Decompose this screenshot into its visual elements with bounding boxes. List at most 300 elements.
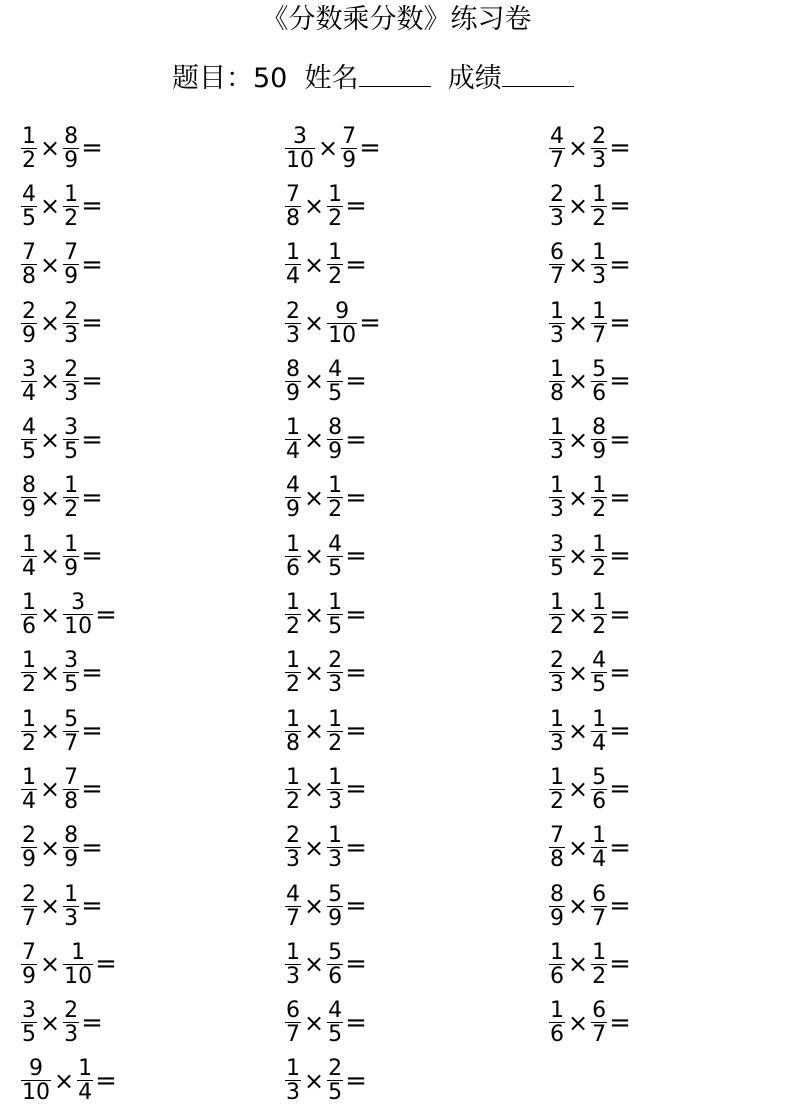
second-fraction	[63, 125, 79, 172]
first-fraction	[549, 125, 565, 172]
first-numerator: 8	[286, 356, 300, 382]
equals-sign: =	[81, 308, 103, 339]
first-denominator: 6	[286, 555, 300, 581]
second-denominator: 5	[64, 439, 79, 465]
first-denominator: 5	[22, 205, 36, 231]
equals-sign: =	[81, 249, 103, 280]
equals-sign: =	[345, 657, 367, 688]
problem-item	[548, 352, 793, 410]
second-numerator: 5	[592, 764, 607, 790]
first-fraction	[21, 474, 37, 521]
first-fraction	[285, 1057, 301, 1104]
equals-sign: =	[81, 366, 103, 397]
first-denominator: 6	[550, 1022, 564, 1048]
second-numerator: 1	[592, 531, 607, 557]
second-denominator: 2	[328, 730, 343, 756]
second-fraction	[591, 416, 607, 463]
problem-item	[20, 352, 280, 410]
problem-item	[20, 527, 280, 585]
problem-item	[284, 644, 544, 702]
second-fraction	[341, 125, 357, 172]
second-fraction	[591, 474, 607, 521]
second-fraction	[327, 300, 357, 347]
first-denominator: 9	[22, 322, 36, 348]
times-sign: ×	[304, 250, 325, 279]
times-sign: ×	[304, 483, 325, 512]
problem-item	[20, 702, 280, 760]
problem-item	[20, 294, 280, 352]
second-numerator: 3	[64, 648, 79, 674]
first-fraction	[549, 766, 565, 813]
name-blank[interactable]	[359, 58, 431, 87]
times-sign: ×	[304, 1066, 325, 1095]
second-fraction	[63, 533, 79, 580]
second-numerator: 6	[592, 998, 607, 1024]
first-denominator: 4	[22, 555, 36, 581]
equals-sign: =	[609, 424, 631, 455]
first-denominator: 3	[286, 1080, 300, 1106]
second-fraction	[327, 591, 343, 638]
problem-item	[548, 294, 793, 352]
second-numerator: 3	[71, 590, 86, 616]
second-denominator: 7	[64, 730, 79, 756]
first-fraction	[21, 125, 37, 172]
problem-item	[284, 294, 544, 352]
problem-item	[20, 819, 280, 877]
equals-sign: =	[609, 133, 631, 164]
first-fraction	[285, 649, 301, 696]
times-sign: ×	[304, 775, 325, 804]
first-fraction	[549, 941, 565, 988]
second-denominator: 4	[78, 1080, 93, 1106]
second-denominator: 9	[64, 147, 79, 173]
first-denominator: 2	[550, 614, 564, 640]
first-numerator: 4	[22, 181, 36, 207]
equals-sign: =	[81, 541, 103, 572]
second-numerator: 2	[64, 298, 79, 324]
first-numerator: 7	[550, 823, 564, 849]
first-numerator: 4	[286, 473, 300, 499]
equals-sign: =	[359, 133, 381, 164]
times-sign: ×	[40, 833, 61, 862]
second-fraction	[327, 358, 343, 405]
first-numerator: 1	[286, 1056, 300, 1082]
first-numerator: 1	[550, 590, 564, 616]
first-fraction	[285, 941, 301, 988]
first-fraction	[285, 241, 301, 288]
problem-item	[284, 527, 544, 585]
second-numerator: 2	[328, 1056, 343, 1082]
first-fraction	[285, 591, 301, 638]
second-denominator: 6	[328, 963, 343, 989]
equals-sign: =	[345, 716, 367, 747]
first-numerator: 7	[22, 939, 36, 965]
second-denominator: 2	[592, 963, 607, 989]
first-denominator: 3	[550, 322, 564, 348]
problem-item	[284, 585, 544, 643]
times-sign: ×	[304, 367, 325, 396]
second-denominator: 3	[592, 147, 607, 173]
equals-sign: =	[609, 832, 631, 863]
first-denominator: 6	[22, 614, 36, 640]
second-fraction	[591, 999, 607, 1046]
first-denominator: 2	[550, 788, 564, 814]
second-numerator: 6	[592, 881, 607, 907]
problem-item	[20, 119, 280, 177]
first-numerator: 1	[286, 531, 300, 557]
first-numerator: 1	[550, 473, 564, 499]
problem-item	[548, 236, 793, 294]
first-fraction	[549, 183, 565, 230]
times-sign: ×	[304, 717, 325, 746]
first-numerator: 8	[550, 881, 564, 907]
equals-sign: =	[95, 1065, 117, 1096]
first-numerator: 1	[550, 764, 564, 790]
times-sign: ×	[40, 483, 61, 512]
first-numerator: 2	[22, 823, 36, 849]
equals-sign: =	[81, 774, 103, 805]
first-numerator: 1	[550, 998, 564, 1024]
times-sign: ×	[568, 250, 589, 279]
second-fraction	[63, 941, 93, 988]
first-numerator: 6	[550, 240, 564, 266]
first-numerator: 1	[286, 706, 300, 732]
second-fraction	[77, 1057, 93, 1104]
times-sign: ×	[304, 192, 325, 221]
first-numerator: 2	[22, 298, 36, 324]
second-fraction	[63, 649, 79, 696]
first-fraction	[21, 1057, 51, 1104]
first-denominator: 2	[286, 672, 300, 698]
equals-sign: =	[609, 599, 631, 630]
first-denominator: 3	[286, 322, 300, 348]
second-fraction	[591, 883, 607, 930]
first-numerator: 4	[286, 881, 300, 907]
times-sign: ×	[40, 192, 61, 221]
first-denominator: 4	[286, 439, 300, 465]
times-sign: ×	[40, 658, 61, 687]
first-denominator: 3	[550, 730, 564, 756]
second-numerator: 5	[328, 939, 343, 965]
times-sign: ×	[568, 1008, 589, 1037]
first-fraction	[21, 999, 37, 1046]
second-denominator: 5	[64, 672, 79, 698]
second-fraction	[591, 708, 607, 755]
first-fraction	[549, 416, 565, 463]
first-fraction	[549, 591, 565, 638]
problem-item	[20, 1052, 280, 1110]
second-numerator: 2	[64, 356, 79, 382]
times-sign: ×	[304, 309, 325, 338]
times-sign: ×	[568, 309, 589, 338]
second-numerator: 1	[592, 823, 607, 849]
first-numerator: 1	[286, 939, 300, 965]
first-numerator: 1	[22, 648, 36, 674]
second-numerator: 7	[64, 764, 79, 790]
equals-sign: =	[81, 657, 103, 688]
first-denominator: 8	[286, 730, 300, 756]
second-denominator: 9	[328, 905, 343, 931]
equals-sign: =	[345, 541, 367, 572]
equals-sign: =	[345, 424, 367, 455]
first-numerator: 3	[550, 531, 564, 557]
second-numerator: 1	[592, 473, 607, 499]
problem-item	[20, 760, 280, 818]
first-numerator: 2	[550, 648, 564, 674]
problem-item	[548, 760, 793, 818]
second-denominator: 3	[328, 847, 343, 873]
first-denominator: 2	[22, 672, 36, 698]
times-sign: ×	[40, 542, 61, 571]
first-fraction	[21, 591, 37, 638]
first-numerator: 2	[550, 181, 564, 207]
second-fraction	[591, 358, 607, 405]
first-numerator: 1	[286, 648, 300, 674]
problem-item	[548, 527, 793, 585]
equals-sign: =	[81, 832, 103, 863]
first-fraction	[21, 358, 37, 405]
second-numerator: 1	[592, 298, 607, 324]
equals-sign: =	[345, 599, 367, 630]
times-sign: ×	[304, 950, 325, 979]
second-denominator: 3	[64, 380, 79, 406]
times-sign: ×	[54, 1066, 75, 1095]
first-denominator: 6	[550, 963, 564, 989]
first-numerator: 1	[550, 706, 564, 732]
equals-sign: =	[609, 191, 631, 222]
equals-sign: =	[345, 832, 367, 863]
problem-item	[284, 410, 544, 468]
second-denominator: 3	[64, 322, 79, 348]
second-fraction	[63, 300, 79, 347]
equals-sign: =	[609, 774, 631, 805]
first-fraction	[285, 766, 301, 813]
first-denominator: 8	[22, 264, 36, 290]
second-denominator: 9	[64, 847, 79, 873]
first-fraction	[549, 649, 565, 696]
times-sign: ×	[318, 134, 339, 163]
first-denominator: 9	[22, 847, 36, 873]
first-fraction	[549, 241, 565, 288]
problem-item	[284, 236, 544, 294]
problem-item	[548, 819, 793, 877]
first-fraction	[549, 999, 565, 1046]
equals-sign: =	[345, 482, 367, 513]
second-denominator: 6	[592, 380, 607, 406]
first-denominator: 5	[550, 555, 564, 581]
second-numerator: 9	[335, 298, 350, 324]
first-denominator: 7	[550, 147, 564, 173]
second-numerator: 7	[342, 123, 357, 149]
second-fraction	[327, 183, 343, 230]
first-fraction	[285, 474, 301, 521]
second-fraction	[591, 591, 607, 638]
times-sign: ×	[568, 717, 589, 746]
problem-item	[548, 177, 793, 235]
problem-item	[548, 410, 793, 468]
second-denominator: 2	[328, 497, 343, 523]
second-fraction	[327, 241, 343, 288]
equals-sign: =	[345, 1065, 367, 1096]
second-numerator: 1	[64, 531, 79, 557]
equals-sign: =	[609, 366, 631, 397]
second-numerator: 1	[592, 590, 607, 616]
second-numerator: 1	[592, 240, 607, 266]
first-fraction	[285, 999, 301, 1046]
times-sign: ×	[40, 950, 61, 979]
second-numerator: 8	[592, 415, 607, 441]
second-denominator: 7	[592, 1022, 607, 1048]
problem-item	[20, 993, 280, 1051]
first-denominator: 9	[286, 497, 300, 523]
second-numerator: 1	[78, 1056, 93, 1082]
problem-item	[284, 119, 544, 177]
second-denominator: 2	[64, 497, 79, 523]
worksheet-title: 《分数乘分数》练习卷	[261, 4, 532, 35]
problem-item	[20, 469, 280, 527]
problem-item	[548, 644, 793, 702]
first-denominator: 10	[22, 1080, 50, 1106]
second-numerator: 4	[592, 648, 607, 674]
first-denominator: 2	[286, 614, 300, 640]
first-fraction	[285, 883, 301, 930]
second-fraction	[591, 941, 607, 988]
first-numerator: 1	[22, 764, 36, 790]
first-numerator: 8	[22, 473, 36, 499]
first-fraction	[285, 533, 301, 580]
equals-sign: =	[81, 133, 103, 164]
first-numerator: 7	[22, 240, 36, 266]
second-numerator: 1	[592, 939, 607, 965]
problem-item	[284, 760, 544, 818]
second-numerator: 4	[328, 531, 343, 557]
problem-item	[20, 935, 280, 993]
times-sign: ×	[304, 658, 325, 687]
equals-sign: =	[81, 424, 103, 455]
times-sign: ×	[304, 833, 325, 862]
times-sign: ×	[40, 367, 61, 396]
first-numerator: 1	[286, 415, 300, 441]
second-numerator: 4	[328, 998, 343, 1024]
second-denominator: 10	[64, 963, 93, 989]
problem-item	[20, 585, 280, 643]
second-denominator: 2	[592, 614, 607, 640]
second-numerator: 1	[328, 764, 343, 790]
first-denominator: 4	[22, 788, 36, 814]
equals-sign: =	[609, 657, 631, 688]
second-denominator: 5	[328, 555, 343, 581]
first-fraction	[21, 708, 37, 755]
second-numerator: 1	[64, 181, 79, 207]
second-fraction	[327, 1057, 343, 1104]
equals-sign: =	[81, 1007, 103, 1038]
equals-sign: =	[609, 716, 631, 747]
equals-sign: =	[345, 774, 367, 805]
second-numerator: 1	[328, 181, 343, 207]
second-numerator: 7	[64, 240, 79, 266]
first-fraction	[21, 241, 37, 288]
first-numerator: 4	[550, 123, 564, 149]
second-denominator: 5	[592, 672, 607, 698]
first-denominator: 9	[550, 905, 564, 931]
second-numerator: 1	[592, 706, 607, 732]
first-fraction	[549, 883, 565, 930]
second-fraction	[63, 883, 79, 930]
second-denominator: 9	[64, 264, 79, 290]
second-numerator: 2	[328, 648, 343, 674]
first-numerator: 1	[550, 415, 564, 441]
first-denominator: 3	[550, 205, 564, 231]
times-sign: ×	[568, 367, 589, 396]
second-numerator: 2	[592, 123, 607, 149]
second-numerator: 2	[64, 998, 79, 1024]
first-denominator: 4	[286, 264, 300, 290]
second-denominator: 3	[64, 905, 79, 931]
second-fraction	[327, 766, 343, 813]
first-fraction	[549, 300, 565, 347]
second-denominator: 8	[64, 788, 79, 814]
problem-item	[548, 702, 793, 760]
problem-item	[20, 644, 280, 702]
first-numerator: 3	[22, 998, 36, 1024]
worksheet-info-line	[172, 58, 574, 97]
times-sign: ×	[568, 542, 589, 571]
second-denominator: 2	[592, 205, 607, 231]
equals-sign: =	[345, 366, 367, 397]
equals-sign: =	[95, 949, 117, 980]
problem-item	[284, 819, 544, 877]
problem-item	[20, 877, 280, 935]
first-fraction	[21, 824, 37, 871]
second-fraction	[63, 183, 79, 230]
times-sign: ×	[568, 775, 589, 804]
score-label: 成绩	[447, 63, 502, 94]
equals-sign: =	[345, 249, 367, 280]
first-denominator: 3	[550, 672, 564, 698]
first-denominator: 8	[286, 205, 300, 231]
times-sign: ×	[304, 892, 325, 920]
second-denominator: 2	[592, 497, 607, 523]
first-denominator: 3	[286, 963, 300, 989]
second-denominator: 4	[592, 730, 607, 756]
first-denominator: 2	[286, 788, 300, 814]
problem-item	[20, 410, 280, 468]
second-denominator: 5	[328, 1080, 343, 1106]
times-sign: ×	[568, 600, 589, 629]
second-fraction	[63, 358, 79, 405]
times-sign: ×	[40, 250, 61, 279]
times-sign: ×	[568, 892, 589, 920]
second-numerator: 5	[592, 356, 607, 382]
second-denominator: 9	[64, 555, 79, 581]
problem-item	[548, 877, 793, 935]
equals-sign: =	[609, 949, 631, 980]
second-numerator: 8	[64, 823, 79, 849]
second-denominator: 3	[592, 264, 607, 290]
second-fraction	[63, 824, 79, 871]
first-fraction	[21, 300, 37, 347]
equals-sign: =	[345, 191, 367, 222]
first-denominator: 9	[22, 497, 36, 523]
times-sign: ×	[304, 1008, 325, 1037]
second-numerator: 4	[328, 356, 343, 382]
second-numerator: 1	[592, 181, 607, 207]
second-numerator: 1	[328, 590, 343, 616]
first-denominator: 3	[550, 439, 564, 465]
second-fraction	[327, 649, 343, 696]
score-blank[interactable]	[502, 58, 574, 87]
first-numerator: 4	[22, 415, 36, 441]
